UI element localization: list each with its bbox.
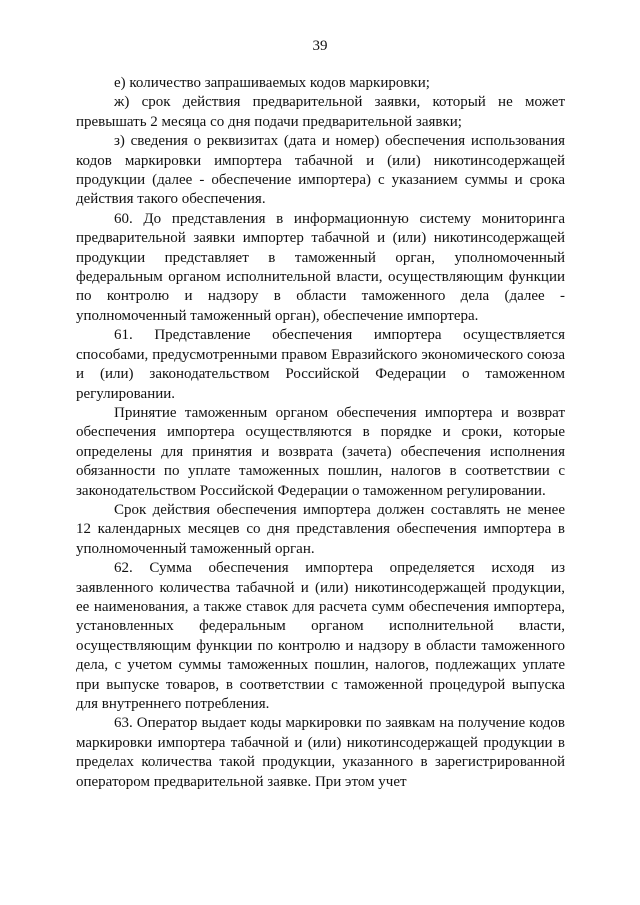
document-body: [76, 74, 565, 792]
page-number: 39: [312, 38, 328, 54]
paragraph-62: 62. Сумма обеспечения импортера определяется исходя из заявленного количества табачной и (или) никотинсодержащей продукции, ее наименования, а также ставок для расчета сумм обеспечения импортера, установленных федеральным органом исполнительной власти, осуществляющим функции по контролю и надзору в области таможенного дела, с учетом суммы таможенных пошлин, налогов, подлежащих уплате при выпуске товаров, в соответствии с таможенной процедурой выпуска для внутреннего потребления.: [76, 560, 565, 712]
paragraph-61: 61. Представление обеспечения импортера осуществляется способами, предусмотренными правом Евразийского экономического союза и (или) законодательством Российской Федерации о таможенном регулировании.: [76, 327, 565, 402]
paragraph-item-zh: ж) срок действия предварительной заявки, который не может превышать 2 месяца со дня подачи предварительной заявки;: [76, 94, 565, 130]
paragraph-60: 60. До представления в информационную систему мониторинга предварительной заявки импортер табачной и (или) никотинсодержащей продукции представляет в таможенный орган, уполномоченный федеральным органом исполнительной власти, осуществляющим функции по контролю и надзору в области таможенного дела (далее - уполномоченный таможенный орган), обеспечение импортера.: [76, 210, 565, 324]
paragraph-security-term: Срок действия обеспечения импортера должен составлять не менее 12 календарных месяцев со дня представления обеспечения импортера в уполномоченный таможенный орган.: [76, 501, 565, 557]
paragraph-63: 63. Оператор выдает коды маркировки по заявкам на получение кодов маркировки импортера табачной и (или) никотинсодержащей продукции в пределах количества такой продукции, указанного в зарегистрированной оператором предварительной заявке. При этом учет: [76, 715, 565, 790]
paragraph-item-z: з) сведения о реквизитах (дата и номер) обеспечения использования кодов маркировки импортера табачной и (или) никотинсодержащей продукции (далее - обеспечение импортера) с указанием суммы и срока действия такого обеспечения.: [76, 133, 565, 208]
paragraph-security-acceptance: Принятие таможенным органом обеспечения импортера и возврат обеспечения импортера осуществляются в порядке и сроки, которые определены для принятия и возврата (зачета) обеспечения исполнения обязанности по уплате таможенных пошлин, налогов в соответствии с законодательством Российской Федерации о таможенном регулировании.: [76, 404, 565, 499]
paragraph-item-e: е) количество запрашиваемых кодов маркировки;: [114, 75, 430, 91]
